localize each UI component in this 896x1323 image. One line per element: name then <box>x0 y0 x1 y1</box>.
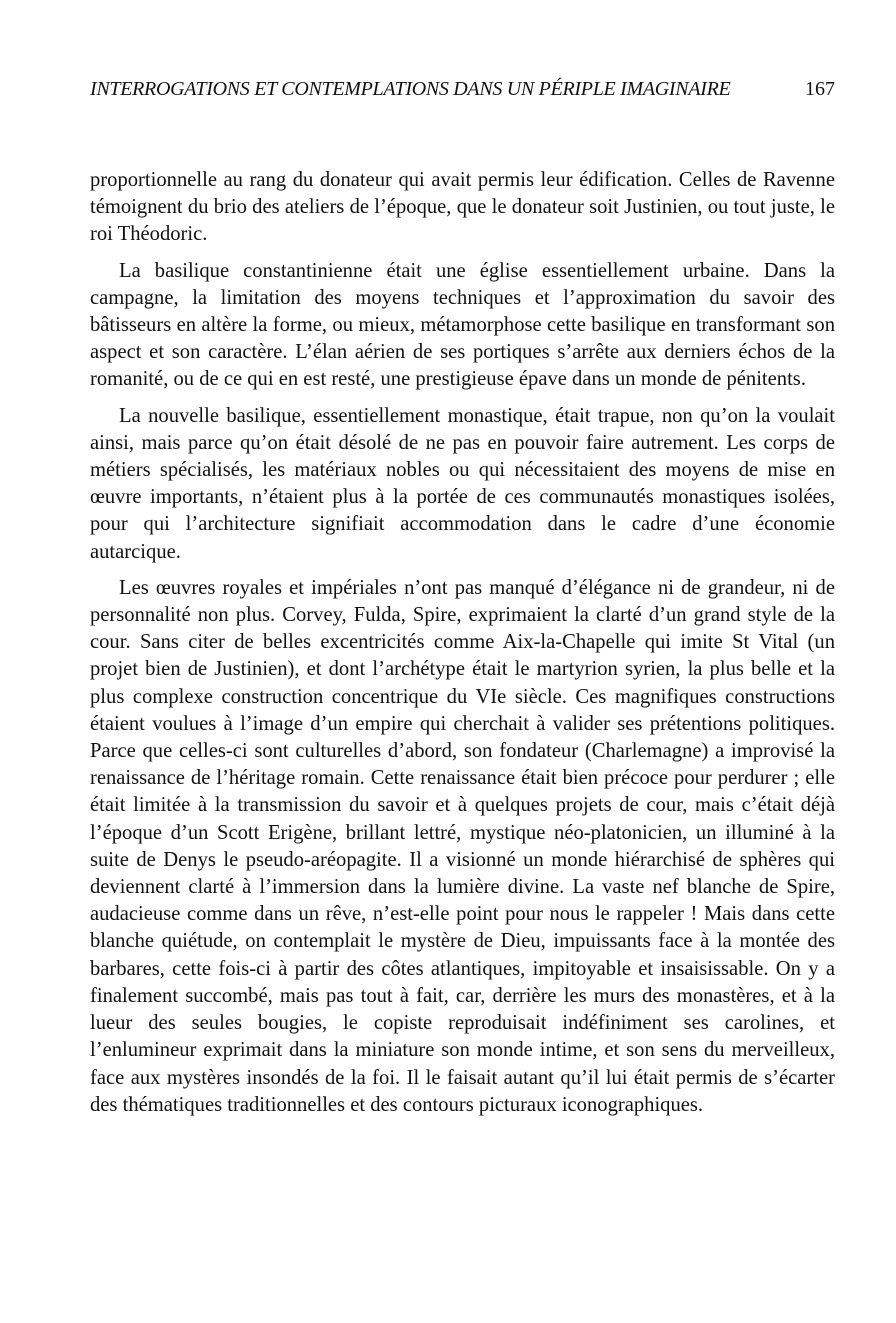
paragraph-nouvelle-basilique: La nouvelle basilique, essentiellement monastique, était trapue, non qu’on la voulait ainsi, mais parce qu’on était désolé de ne pas en pouvoir faire autrement. Les corps de métiers spécialisés, les matériaux nobles ou qui nécessitaient des moyens de mise en œuvre importants, n’étaient plus à la portée de ces communautés monastiques isolées, pour qui l’architecture signifiait accommodation dans le cadre d’une économie autarcique. <box>90 404 835 563</box>
body-text <box>90 167 835 1128</box>
paragraph-oeuvres-royales: Les œuvres royales et impériales n’ont pas manqué d’élégance ni de grandeur, ni de personnalité non plus. Corvey, Fulda, Spire, exprimaient la clarté d’un grand style de la cour. Sans citer de belles excentricités comme Aix-la-Chapelle qui imite St Vital (un projet bien de Justinien), et dont l’archétype était le martyrion syrien, la plus belle et la plus complexe construction concentrique du VIe siècle. Ces magnifiques constructions étaient voulues à l’image d’un empire qui cherchait à valider ses prétentions politiques. Parce que celles-ci sont culturelles d’abord, son fondateur (Charlemagne) a improvisé la renaissance de l’héritage romain. Cette renaissance était bien précoce pour perdurer ; elle était limitée à la transmission du savoir et à quelques projets de cour, mais c’était déjà l’époque d’un Scott Erigène, brillant lettré, mystique néo-platonicien, un illuminé à la suite de Denys le pseudo-aréopagite. Il a visionné un monde hiérarchisé de sphères qui deviennent clarté à l’immersion dans la lumière divine. La vaste nef blanche de Spire, audacieuse comme dans un rêve, n’est-elle point pour nous le rappeler ! Mais dans cette blanche quiétude, on contemplait le mystère de Dieu, impuissants face à la montée des barbares, cette fois-ci à partir des côtes atlantiques, impitoyable et insaisissable. On y a finalement succombé, mais pas tout à fait, car, derrière les murs des monastères, et à la lueur des seules bougies, le copiste reproduisait indéfiniment ses carolines, et l’enlumineur exprimait dans la miniature son monde intime, et son sens du merveilleux, face aux mystères insondés de la foi. Il le faisait autant qu’il lui était permis de s’écarter des thématiques traditionnelles et des contours picturaux iconographiques. <box>90 576 835 1116</box>
page-number: 167 <box>805 78 835 100</box>
running-header <box>90 78 835 106</box>
running-title: INTERROGATIONS ET CONTEMPLATIONS DANS UN PÉRIPLE IMAGINAIRE <box>90 78 731 100</box>
paragraph-basilique-constantinienne: La basilique constantinienne était une église essentiellement urbaine. Dans la campagne, la limitation des moyens techniques et l’approximation du savoir des bâtisseurs en altère la forme, ou mieux, métamorphose cette basilique en transformant son aspect et son caractère. L’élan aérien de ses portiques s’arrête aux derniers échos de la romanité, ou de ce qui en est resté, une prestigieuse épave dans un monde de pénitents. <box>90 259 835 391</box>
paragraph-continued: proportionnelle au rang du donateur qui avait permis leur édification. Celles de Ravenne témoignent du brio des ateliers de l’époque, que le donateur soit Justinien, ou tout juste, le roi Théodoric. <box>90 169 835 246</box>
